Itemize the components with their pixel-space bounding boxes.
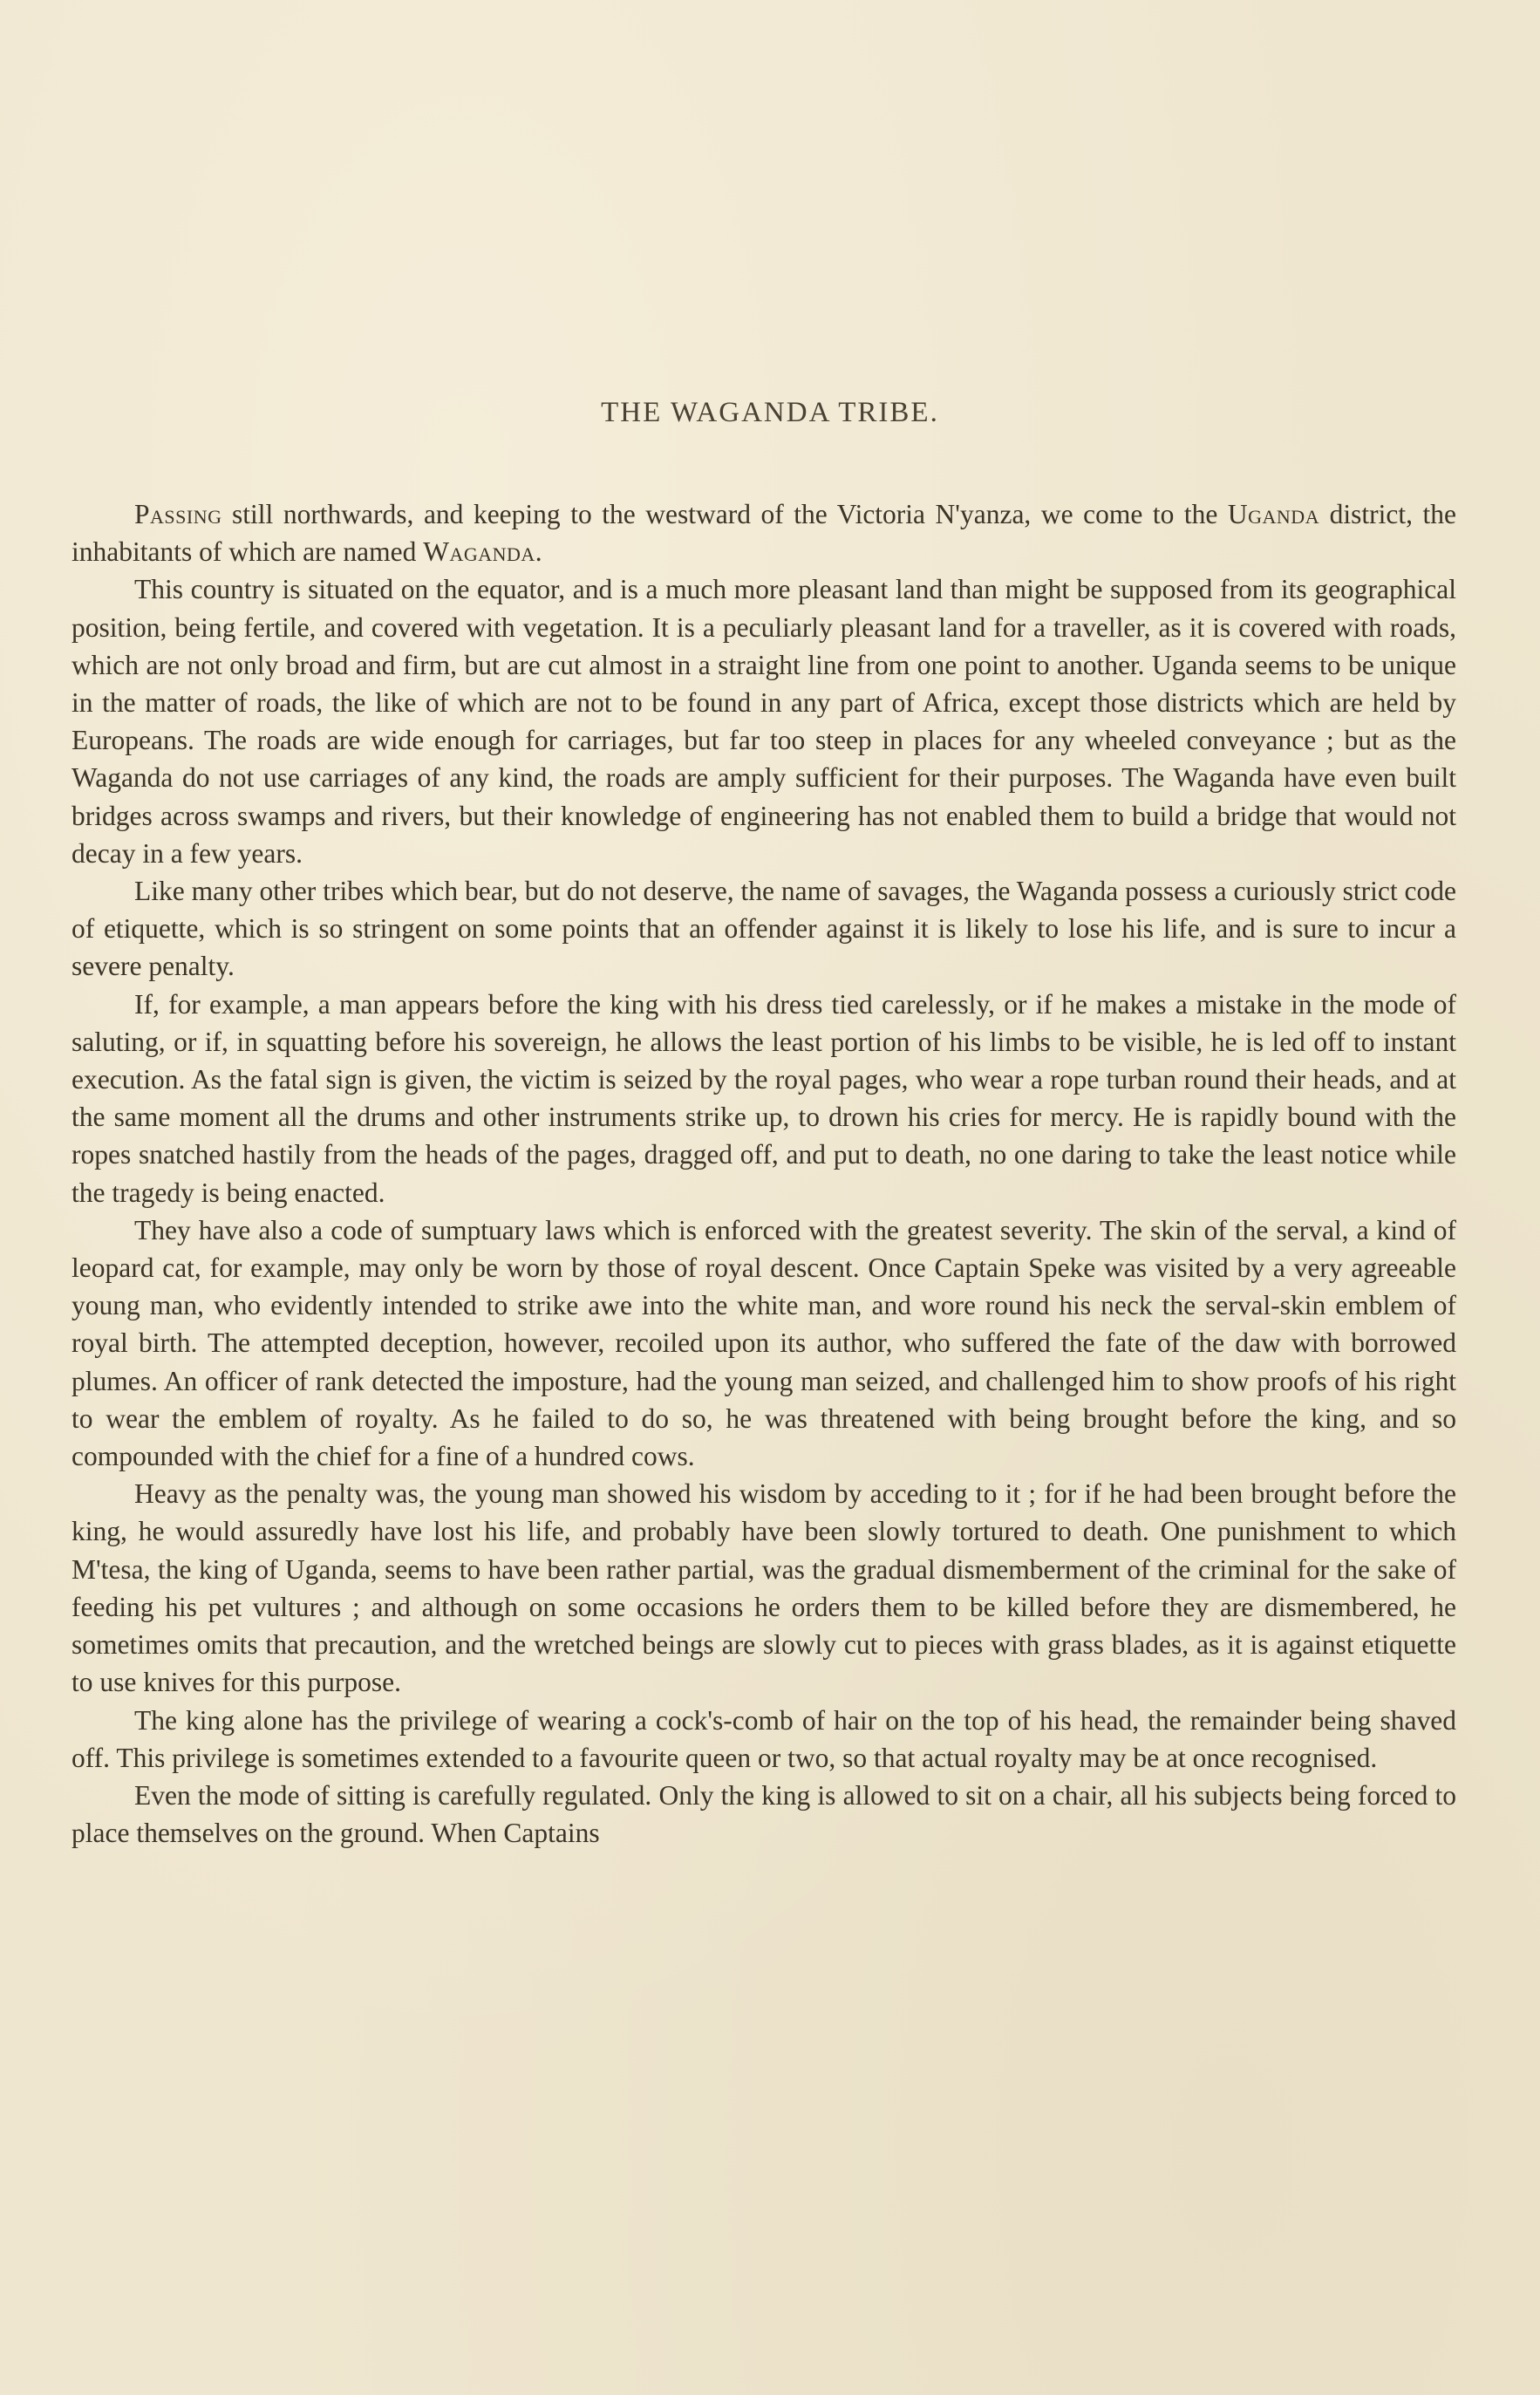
paragraph-3: Like many other tribes which bear, but do not deserve, the name of savages, the Waganda possess a curiously strict code of etiquette, which is so stringent on some points that an offender against it is likely to lose his life, and is sure to incur a severe penalty. (72, 876, 1456, 982)
place-name: Uganda (1227, 499, 1320, 529)
body-text (72, 495, 1456, 1852)
paragraph-8: Even the mode of sitting is carefully regulated. Only the king is allowed to sit on a chair, all his subjects being forced to place themselves on the ground. When Captains (72, 1779, 1456, 1849)
paragraph-6: Heavy as the penalty was, the young man showed his wisdom by acceding to it ; for if he had been brought before the king, he would assuredly have lost his life, and probably have been slowly tortured to death. One punishment to which M'tesa, the king of Uganda, seems to have been rather partial, was the gradual dismemberment of the criminal for the sake of feeding his pet vultures ; and although on some occasions he orders them to be killed before they are dismembered, he sometimes omits that precaution, and the wretched beings are slowly cut to pieces with grass blades, as it is against etiquette to use knives for this purpose. (72, 1478, 1456, 1698)
paragraph-5: They have also a code of sumptuary laws which is enforced with the greatest severity. The skin of the serval, a kind of leopard cat, for example, may only be worn by those of royal descent. Once Captain Speke was visited by a very agreeable young man, who evidently intended to strike awe into the white man, and wore round his neck the serval-skin emblem of royal birth. The attempted deception, however, recoiled upon its author, who suffered the fate of the daw with borrowed plumes. An officer of rank detected the imposture, had the young man seized, and challenged him to show proofs of his right to wear the emblem of royalty. As he failed to do so, he was threatened with being brought before the king, and so compounded with the chief for a fine of a hundred cows. (72, 1214, 1456, 1472)
paragraph-4: If, for example, a man appears before the king with his dress tied carelessly, or if he makes a mistake in the mode of saluting, or if, in squatting before his sovereign, he allows the least portion of his limbs to be visible, he is led off to instant execution. As the fatal sign is given, the victim is seized by the royal pages, who wear a rope turban round their heads, and at the same moment all the drums and other instruments strike up, to drown his cries for mercy. He is rapidly bound with the ropes snatched hastily from the heads of the pages, dragged off, and put to death, no one daring to take the least notice while the tragedy is being enacted. (72, 988, 1456, 1208)
lead-word: Passing (134, 499, 222, 529)
paragraph-1 (72, 495, 1456, 570)
people-name: Waganda. (423, 536, 543, 568)
paragraph-2: This country is situated on the equator, and is a much more pleasant land than might be supposed from its geographical position, being fertile, and covered with vegetation. It is a peculiarly pleasant land for a traveller, as it is covered with roads, which are not only broad and firm, but are cut almost in a straight line from one point to another. Uganda seems to be unique in the matter of roads, the like of which are not to be found in any part of Africa, except those districts which are held by Europeans. The roads are wide enough for carriages, but far too steep in places for any wheeled conveyance ; but as the Waganda do not use carriages of any kind, the roads are amply sufficient for their purposes. The Waganda have even built bridges across swamps and rivers, but their knowledge of engineering has not enabled them to build a bridge that would not decay in a few years. (72, 574, 1456, 869)
paragraph-1-text-b: district, the inhabitants of which are named (72, 499, 1456, 568)
paragraph-7: The king alone has the privilege of wearing a cock's-comb of hair on the top of his head, the remainder being shaved off. This privilege is sometimes extended to a favourite queen or two, so that actual royalty may be at once recognised. (72, 1704, 1456, 1773)
paragraph-1-text-a: still northwards, and keeping to the westward of the Victoria N'yanza, we come to the (221, 499, 1228, 529)
chapter-title: THE WAGANDA TRIBE. (601, 397, 939, 428)
